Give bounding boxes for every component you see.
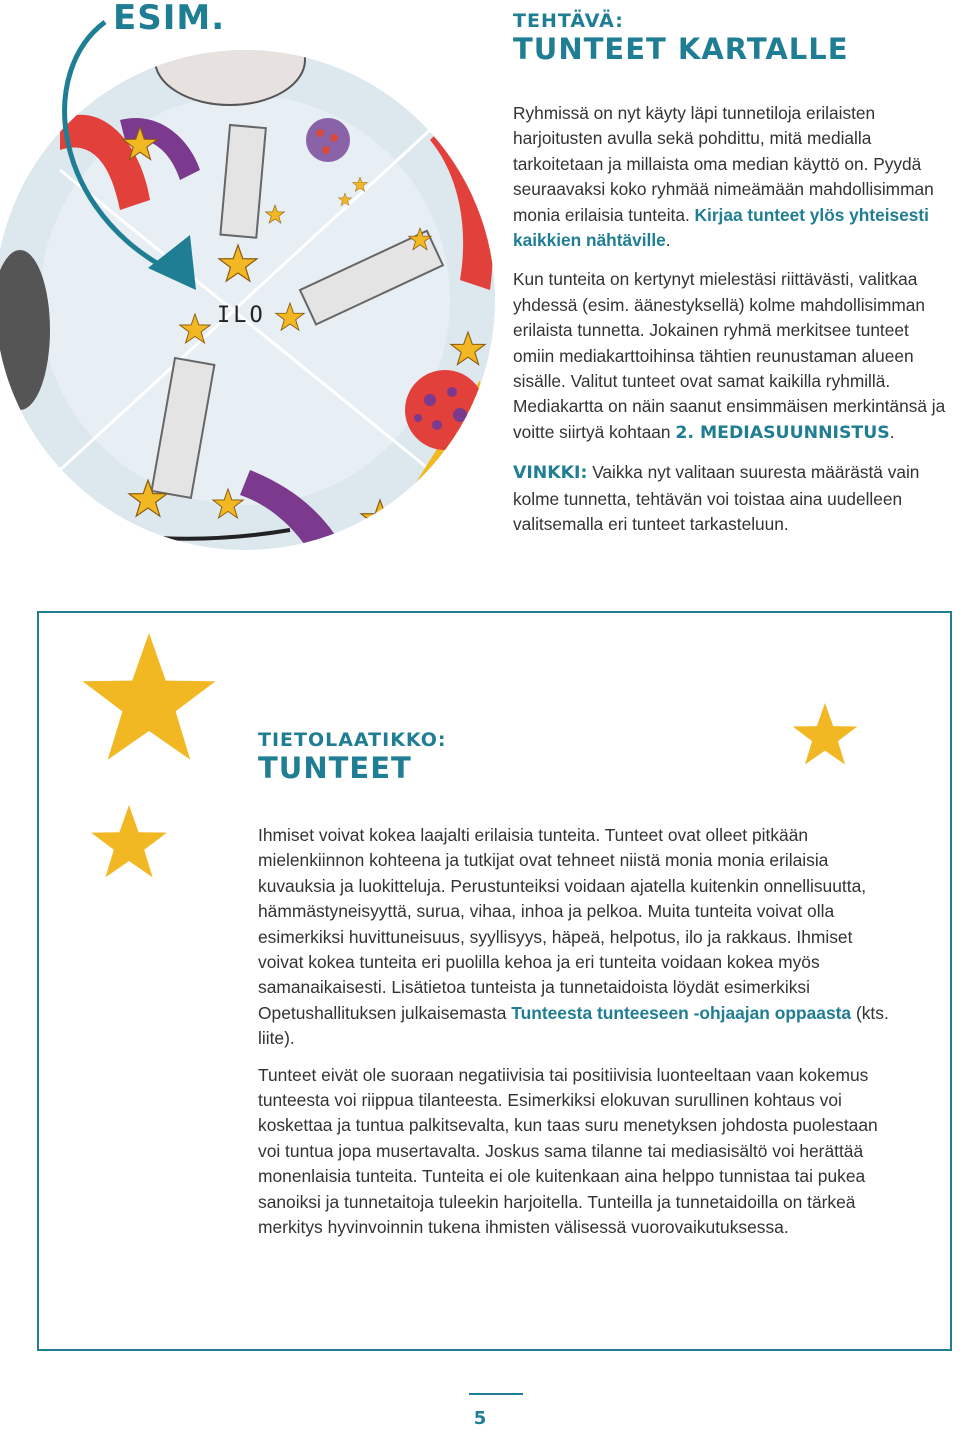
task-section [513,10,953,551]
star-icon [79,633,219,773]
tip-text: Vaikka nyt valitaan suuresta määrästä vain kolme tunnetta, tehtävän voi toistaa aina uudelleen valitsemalla eri tunteet tarkasteluun. [513,462,920,534]
task-paragraph-2 [513,267,953,446]
guide-link[interactable]: Tunteesta tunteeseen -ohjaajan oppaasta [511,1002,852,1023]
example-label: ESIM. [113,0,226,38]
mediasuunnistus-link[interactable]: 2. MEDIASUUNNISTUS [675,422,890,443]
ilo-handwritten-label: ILO [217,303,266,328]
media-map-illustration [0,0,500,570]
info-title: TUNTEET [258,751,412,785]
footer-divider [469,1393,523,1395]
page-number: 5 [473,1408,487,1429]
task-title: TUNTEET KARTALLE [513,32,849,66]
info-kicker: TIETOLAATIKKO: [258,729,447,751]
task-p2-text: Kun tunteita on kertynyt mielestäsi riittävästi, valitkaa yhdessä (esim. äänestyksellä) kolme mahdollisimman erilaista tunnetta. Jokainen ryhmä merkitsee tunteet omiin mediakarttoihinsa tähtien reunustaman alueen sisälle. Valitut tunteet ovat samat kaikilla ryhmillä. Mediakartta on näin saanut ensimmäisen merkintänsä ja voitte siirtyä kohtaan [513,269,946,442]
task-p1-end: . [665,229,671,250]
task-paragraph-1 [513,101,953,253]
info-p1-end: (kts. liite). [258,1002,889,1049]
info-box [37,611,952,1351]
star-icon [89,805,169,885]
info-paragraph-2: Tunteet eivät ole suoraan negatiivisia tai positiivisia luonteeltaan vaan kokemus tunteesta voi riippua tilanteesta. Esimerkiksi elokuvan surullinen kohtaus voi koskettaa ja tuntua palkitsevalta, kun taas suru menetyksen johdosta puolestaan voi tuntua jopa musertavalta. Joskus sama tilanne tai mediasisältö voi herättää monenlaisia tunteita. Tunteita ei ole kuitenkaan aina helppo tunnistaa tai pukea sanoiksi ja tunnetaitoja tuleekin harjoitella. Tunteilla ja tunnetaidoilla on tärkeä merkitys hyvinvoinnin tukena ihmisten välisessä vuorovaikutuksessa. [258,1064,878,1237]
task-tip [513,460,953,537]
task-p1-text: Ryhmissä on nyt käyty läpi tunnetiloja erilaisten harjoitusten avulla sekä pohdittu, mitä medialla tarkoitetaan ja millaista oma median käyttö on. Pyydä seuraavaksi koko ryhmää nimeämään mahdollisimman monia erilaisia tunteita. [513,102,934,225]
info-paragraph-1 [258,823,898,1052]
tip-label: VINKKI: [513,463,588,484]
task-kicker: TEHTÄVÄ: [513,10,624,32]
task-p2-end: . [889,421,895,442]
task-p1-bold: Kirjaa tunteet ylös yhteisesti kaikkien nähtäville [513,204,929,250]
info-p1-text: Ihmiset voivat kokea laajalti erilaisia tunteita. Tunteet ovat olleet pitkään mielenkiinnon kohteena ja tutkijat ovat tehneet niistä monia monia erilaisia kuvauksia ja luokitteluja. Perustunteiksi voidaan ajatella kuitenkin onnellisuutta, hämmästyneisyyttä, surua, vihaa, inhoa ja pelkoa. Muita tunteita voivat olla esimerkiksi huvittuneisuus, syyllisyys, häpeä, helpotus, ilo ja rakkaus. Ihmiset voivat kokea tunteita eri puolilla kehoa ja eri tunteita voidaan kokea myös samanaikaisesti. Lisätietoa tunteista ja tunnetaidoista löydät esimerkiksi Opetushallituksen julkaisemasta [258,824,867,1023]
